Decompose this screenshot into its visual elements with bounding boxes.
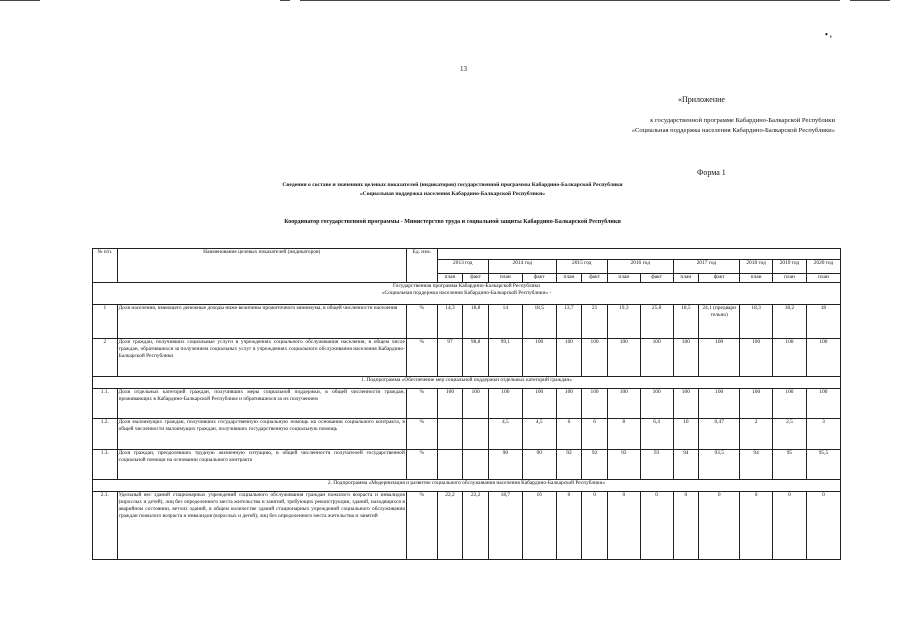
row-value: 100 [640,339,673,377]
row-value: 100 [740,389,773,419]
plan-header: план [607,274,640,283]
row-value: 100 [488,389,522,419]
row-unit: % [406,492,437,560]
row-value: 25,8 [640,305,673,339]
row-value: 100 [582,339,608,377]
plan-header: план [773,274,807,283]
document-title-line-1: Сведения о составе и значениях целевых показателей (индикаторов) государственной программы Кабардино-Балкарской Республики [282,182,623,188]
plan-header: план [556,274,582,283]
row-value: 93 [607,450,640,480]
row-value: 97 [437,339,463,377]
row-value: 4,5 [488,419,522,450]
row-value: 18,3 [740,305,773,339]
row-value: 100 [740,339,773,377]
year-header: 2015 год [556,260,607,274]
row-value: 100 [699,389,740,419]
row-value: 18,7 [488,492,522,560]
row-value: 2,5 [773,419,807,450]
row-value: 100 [806,339,840,377]
row-value: 16 [522,492,556,560]
row-value: 8 [607,419,640,450]
row-value: 98,8 [463,339,489,377]
row-value: 0 [773,492,807,560]
year-header: 2017 год [673,260,740,274]
row-value [437,450,463,480]
row-value: 100 [556,389,582,419]
top-scan-edge [0,0,905,3]
appendix-line-2: «Социальная поддержка населения Кабардино-Балкарской Республики» [631,127,835,134]
row-unit: % [406,305,437,339]
row-indicator-name: Удельный вес зданий стационарных учреждений социального обслуживания граждан пожилого возраста и инвалидов (взрослых и детей), лиц без определенного места жительства и занятий, требующих реконструкции, зданий, находящихся в аварийном состоянии, ветхих зданий, в общем количестве зданий стационарных учреждений социального обслуживания граждан пожилого возраста и инвалидов (взрослых и детей), лиц без определенного места жительства и занятий [117,492,406,560]
year-header: 2019 год [773,260,807,274]
row-number: 1 [93,305,118,339]
row-value: 22,2 [437,492,463,560]
form-label: Форма 1 [697,168,726,177]
fact-header: факт [582,274,608,283]
col-name-header: Наименование целевых показателей (индикаторов) [117,249,406,283]
row-value: 6 [556,419,582,450]
row-indicator-name: Доля граждан, получивших социальные услуги в учреждениях социального обслуживания населения, в общем числе граждан, обратившихся за получением социальных услуг в учреждениях социального обслуживания населения Кабардино-Балкарской Республики [117,339,406,377]
row-value: 100 [556,339,582,377]
row-value: 100 [806,389,840,419]
row-number: 2.1. [93,492,118,560]
row-value [463,450,489,480]
row-unit: % [406,389,437,419]
row-number: 1.1. [93,389,118,419]
row-value: 100 [522,389,556,419]
row-value: 100 [640,389,673,419]
row-value: 93 [640,450,673,480]
indicators-table [92,248,841,560]
row-unit: % [406,339,437,377]
row-value: 92 [582,450,608,480]
appendix-title: «Приложение [678,95,725,104]
program-header [93,283,841,305]
row-value: 95 [773,450,807,480]
year-header: 2018 год [740,260,773,274]
col-unit-header: Ед. изм. [406,249,437,283]
row-value: 6,4 [640,419,673,450]
plan-header: план [488,274,522,283]
program-header-line-1: Государственная программа Кабардино-Балкарской Республики [393,283,540,289]
row-value: 13,7 [556,305,582,339]
row-value: 94 [673,450,699,480]
row-value: 100 [607,389,640,419]
scan-marks: • , [825,30,832,39]
year-header: 2016 год [607,260,673,274]
plan-header: план [806,274,840,283]
row-value: 0 [806,492,840,560]
row-value: 100 [773,389,807,419]
row-value: 6 [582,419,608,450]
row-value: 0 [673,492,699,560]
row-number: 1.3. [93,450,118,480]
row-indicator-name: Доля населения, имеющего денежные доходы ниже величины прожиточного минимума, в общей численности населения [117,305,406,339]
row-value: 100 [773,339,807,377]
document-title-line-2: «Социальная поддержка населения Кабардино-Балкарской Республики» [359,191,546,197]
table-row [93,492,841,560]
row-value: 0 [640,492,673,560]
row-value: 100 [699,339,740,377]
plan-header: план [673,274,699,283]
row-unit: % [406,419,437,450]
row-value: 3 [806,419,840,450]
row-value [463,419,489,450]
row-value: 92 [556,450,582,480]
subprogram-row [93,377,841,389]
row-value: 100 [437,389,463,419]
row-value: 100 [607,339,640,377]
col-number-header: № п/п. [93,249,118,283]
row-value: 99,1 [488,339,522,377]
subprogram-title: 1. Подпрограмма «Обеспечение мер социальной поддержки отдельных категорий граждан» [93,377,841,389]
row-value: 95,5 [806,450,840,480]
year-header: 2013 год [437,260,488,274]
row-value: 18,5 [522,305,556,339]
row-value: 2 [740,419,773,450]
year-header: 2020 год [806,260,840,274]
row-value: 100 [463,389,489,419]
fact-header: факт [699,274,740,283]
row-value: 0 [582,492,608,560]
row-value: 22,2 [463,492,489,560]
row-value [437,419,463,450]
fact-header: факт [463,274,489,283]
row-value: 0 [607,492,640,560]
row-value: 24,1 (предвари тельно) [699,305,740,339]
row-value: 0 [699,492,740,560]
table-row [93,305,841,339]
program-header-line-2: «Социальная поддержка населения Кабардино-Балкарской Республики» - [381,290,552,296]
row-value: 0 [740,492,773,560]
fact-header: факт [640,274,673,283]
row-value: 100 [673,339,699,377]
row-value: 0 [556,492,582,560]
subprogram-title: 2. Подпрограмма «Модернизация и развитие социального обслуживания населения Кабардино-Балкарской Республики» [93,480,841,492]
row-indicator-name: Доля малоимущих граждан, получивших государственную социальную помощь на основании социального контракта, в общей численности малоимущих граждан, получивших государственную социальную помощь [117,419,406,450]
row-value: 94 [740,450,773,480]
row-value: 18,5 [673,305,699,339]
row-value: 100 [673,389,699,419]
row-value: 18,2 [773,305,807,339]
row-value: 19,3 [607,305,640,339]
row-value: 18 [806,305,840,339]
fact-header: факт [522,274,556,283]
row-value: 90 [488,450,522,480]
row-value: 100 [582,389,608,419]
appendix-line-1: к государственной программе Кабардино-Балкарской Республики [650,117,835,124]
row-value: 10 [673,419,699,450]
row-number: 1.2. [93,419,118,450]
document-title [0,181,905,199]
row-value: 4,5 [522,419,556,450]
row-value: 0,47 [699,419,740,450]
coordinator-line: Координатор государственной программы - Министерство труда и социальной защиты Кабардино-Балкарской Республики [284,219,621,225]
plan-header: план [437,274,463,283]
row-indicator-name: Доля отдельных категорий граждан, получивших меры социальной поддержки, в общей численности граждан, проживающих в Кабардино-Балкарской Республике и обратившихся за их получением [117,389,406,419]
year-header: 2014 год [488,260,556,274]
row-value: 93,5 [699,450,740,480]
plan-header: план [740,274,773,283]
row-number: 2 [93,339,118,377]
row-value: 14,3 [437,305,463,339]
row-value: 21 [582,305,608,339]
page-number: 13 [460,65,467,73]
row-indicator-name: Доля граждан, преодолевших трудную жизненную ситуацию, в общей численности получателей государственной социальной помощи на основании социального контракта [117,450,406,480]
subprogram-row [93,480,841,492]
row-value: 100 [522,339,556,377]
row-unit: % [406,450,437,480]
row-value: 90 [522,450,556,480]
table-row [93,339,841,377]
years-header-spacer [437,249,840,260]
row-value: 14 [488,305,522,339]
table-row [93,419,841,450]
row-value: 18,8 [463,305,489,339]
table-row [93,450,841,480]
table-row [93,389,841,419]
